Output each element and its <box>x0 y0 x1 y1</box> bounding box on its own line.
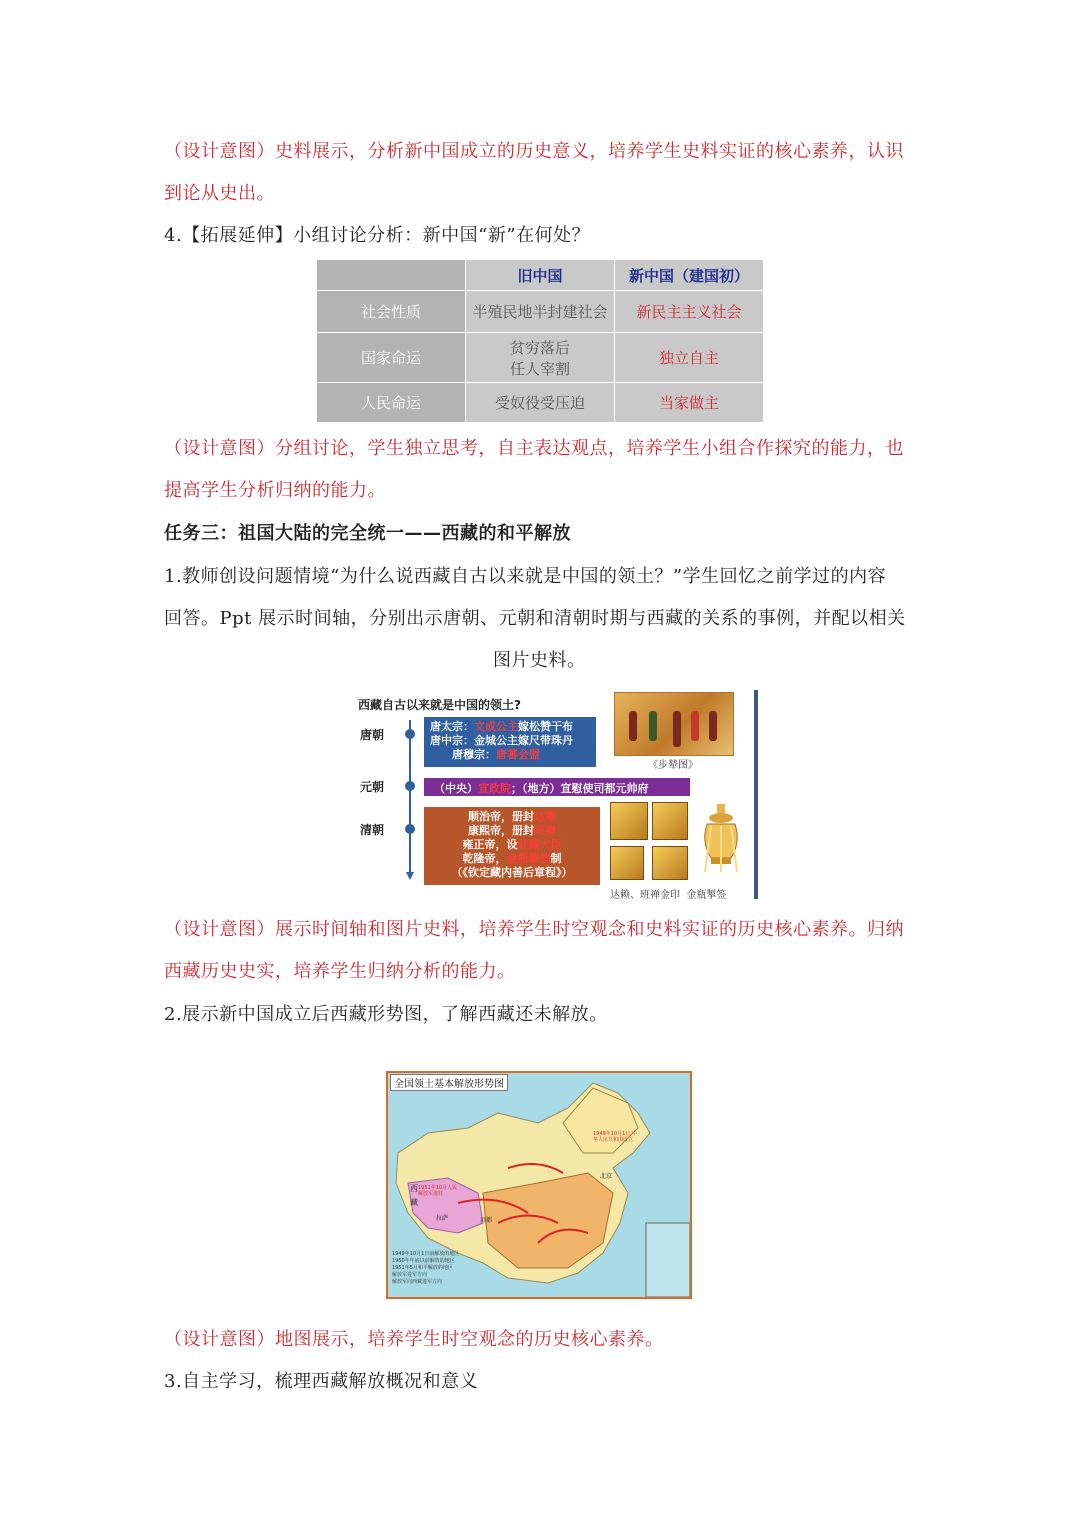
item-1-text-cont: 回答。Ppt 展示时间轴，分别出示唐朝、元朝和清朝时期与西藏的关系的事例，并配以相关 <box>164 608 906 629</box>
qing-event: 顺治帝，册封达赖 <box>468 810 556 823</box>
design-intent-3-cont: 西藏历史史实，培养学生归纳分析的能力。 <box>164 961 516 982</box>
design-intent-1-cont: 到论从史出。 <box>164 183 275 204</box>
comparison-table <box>316 259 764 423</box>
tang-event: 唐太宗：文成公主嫁松赞干布 <box>430 720 573 733</box>
slide-question: 西藏自古以来就是中国的领土? <box>358 698 521 712</box>
seal-image <box>610 802 648 840</box>
timeline-axis <box>409 720 411 876</box>
table-header-cell: 旧中国 <box>466 260 615 291</box>
bunian-painting-image <box>614 692 734 756</box>
legend-item: 解放军进军方向 <box>392 1272 428 1278</box>
item-2-text: 2.展示新中国成立后西藏形势图，了解西藏还未解放。 <box>164 1004 608 1025</box>
qing-event: 雍正帝，设驻藏大臣 <box>462 838 562 851</box>
design-intent-2-cont: 提高学生分析归纳的能力。 <box>164 480 386 501</box>
seals-caption: 达赖、班禅金印 金瓶掣签 <box>610 890 727 899</box>
table-row <box>317 291 764 333</box>
seal-image <box>652 846 688 880</box>
old-china-cell-line: 贫穷落后 <box>509 338 570 357</box>
timeline-dot <box>405 824 415 834</box>
item-1-text: 1.教师创设问题情境“为什么说西藏自古以来就是中国的领土？”学生回忆之前学过的内容 <box>164 566 887 587</box>
seal-image <box>610 846 644 880</box>
design-intent-1: （设计意图）史料展示，分析新中国成立的历史意义，培养学生史料实证的核心素养，认识 <box>164 141 904 162</box>
dynasty-tang: 唐朝 <box>360 728 385 742</box>
qing-event: （《钦定藏内善后章程》） <box>451 866 573 879</box>
golden-urn-image <box>697 802 745 874</box>
design-intent-4: （设计意图）地图展示，培养学生时空观念的历史核心素养。 <box>164 1329 664 1350</box>
table-header-cell: 新中国（建国初） <box>615 260 764 291</box>
old-china-cell: 半殖民地半封建社会 <box>466 291 615 333</box>
liberation-map <box>386 1071 692 1299</box>
legend-item: 1951年5月和平解放的地区 <box>392 1265 453 1271</box>
yuan-events-box: （中央）宣政院；（地方）宣慰使司都元帅府 <box>424 778 690 796</box>
timeline-dot <box>405 781 415 791</box>
legend-item: 解放军向西藏进军方向 <box>392 1279 443 1285</box>
design-intent-2: （设计意图）分组讨论，学生独立思考，自主表达观点，培养学生小组合作探究的能力，也 <box>164 438 904 459</box>
qing-event: 乾隆帝，金瓶掣签制 <box>462 852 562 865</box>
task-3-heading: 任务三：祖国大陆的完全统一——西藏的和平解放 <box>164 523 571 544</box>
item-3-text: 3.自主学习，梳理西藏解放概况和意义 <box>164 1371 479 1392</box>
row-label: 人民命运 <box>317 383 466 423</box>
new-china-cell: 独立自主 <box>615 333 764 383</box>
seal-image <box>652 802 688 840</box>
map-title: 全国领土基本解放形势图 <box>390 1074 508 1091</box>
table-header-cell <box>317 260 466 291</box>
table-row <box>317 383 764 423</box>
row-label: 社会性质 <box>317 291 466 333</box>
legend-item: 1949年10月1日前解放的地区 <box>392 1251 460 1257</box>
old-china-cell <box>466 333 615 383</box>
item-1-text-end: 图片史料。 <box>493 650 586 671</box>
map-label: 拉萨 <box>436 1215 449 1222</box>
legend-item: 1950年年底以前解放的地区 <box>392 1258 455 1264</box>
map-label: 1949年10月1日 中华人民共和国成立 <box>593 1131 637 1143</box>
qing-event: 康熙帝，册封班禅 <box>468 824 556 837</box>
qing-events-box <box>424 807 600 885</box>
table-header-row <box>317 260 764 291</box>
tang-events-box <box>424 717 596 767</box>
map-label: 昌都 <box>480 1217 493 1224</box>
new-china-cell: 当家做主 <box>615 383 764 423</box>
new-china-cell: 新民主主义社会 <box>615 291 764 333</box>
design-intent-3: （设计意图）展示时间轴和图片史料，培养学生时空观念和史料实证的历史核心素养。归纳 <box>164 919 904 940</box>
map-label: 西 <box>410 1184 418 1193</box>
old-china-cell: 受奴役受压迫 <box>466 383 615 423</box>
old-china-cell-line: 任人宰割 <box>509 359 570 378</box>
timeline-dot <box>405 729 415 739</box>
tang-event: 唐中宗：金城公主嫁尺带珠丹 <box>430 734 573 747</box>
dynasty-qing: 清朝 <box>360 823 385 837</box>
row-label: 国家命运 <box>317 333 466 383</box>
map-label: 北京 <box>600 1173 613 1180</box>
item-4-extension: 4.【拓展延伸】小组讨论分析：新中国“新”在何处？ <box>164 225 591 246</box>
table-row <box>317 333 764 383</box>
axis-arrow-icon <box>406 872 414 880</box>
timeline-slide <box>352 690 758 899</box>
map-label: 1951年10月人民 解放军进驻 <box>418 1185 458 1197</box>
dynasty-yuan: 元朝 <box>360 780 385 794</box>
map-label: 藏 <box>410 1198 418 1207</box>
map-legend <box>392 1251 459 1286</box>
painting-caption: 《步辇图》 <box>648 760 698 771</box>
tang-event: 唐穆宗：唐蕃会盟 <box>452 748 540 761</box>
